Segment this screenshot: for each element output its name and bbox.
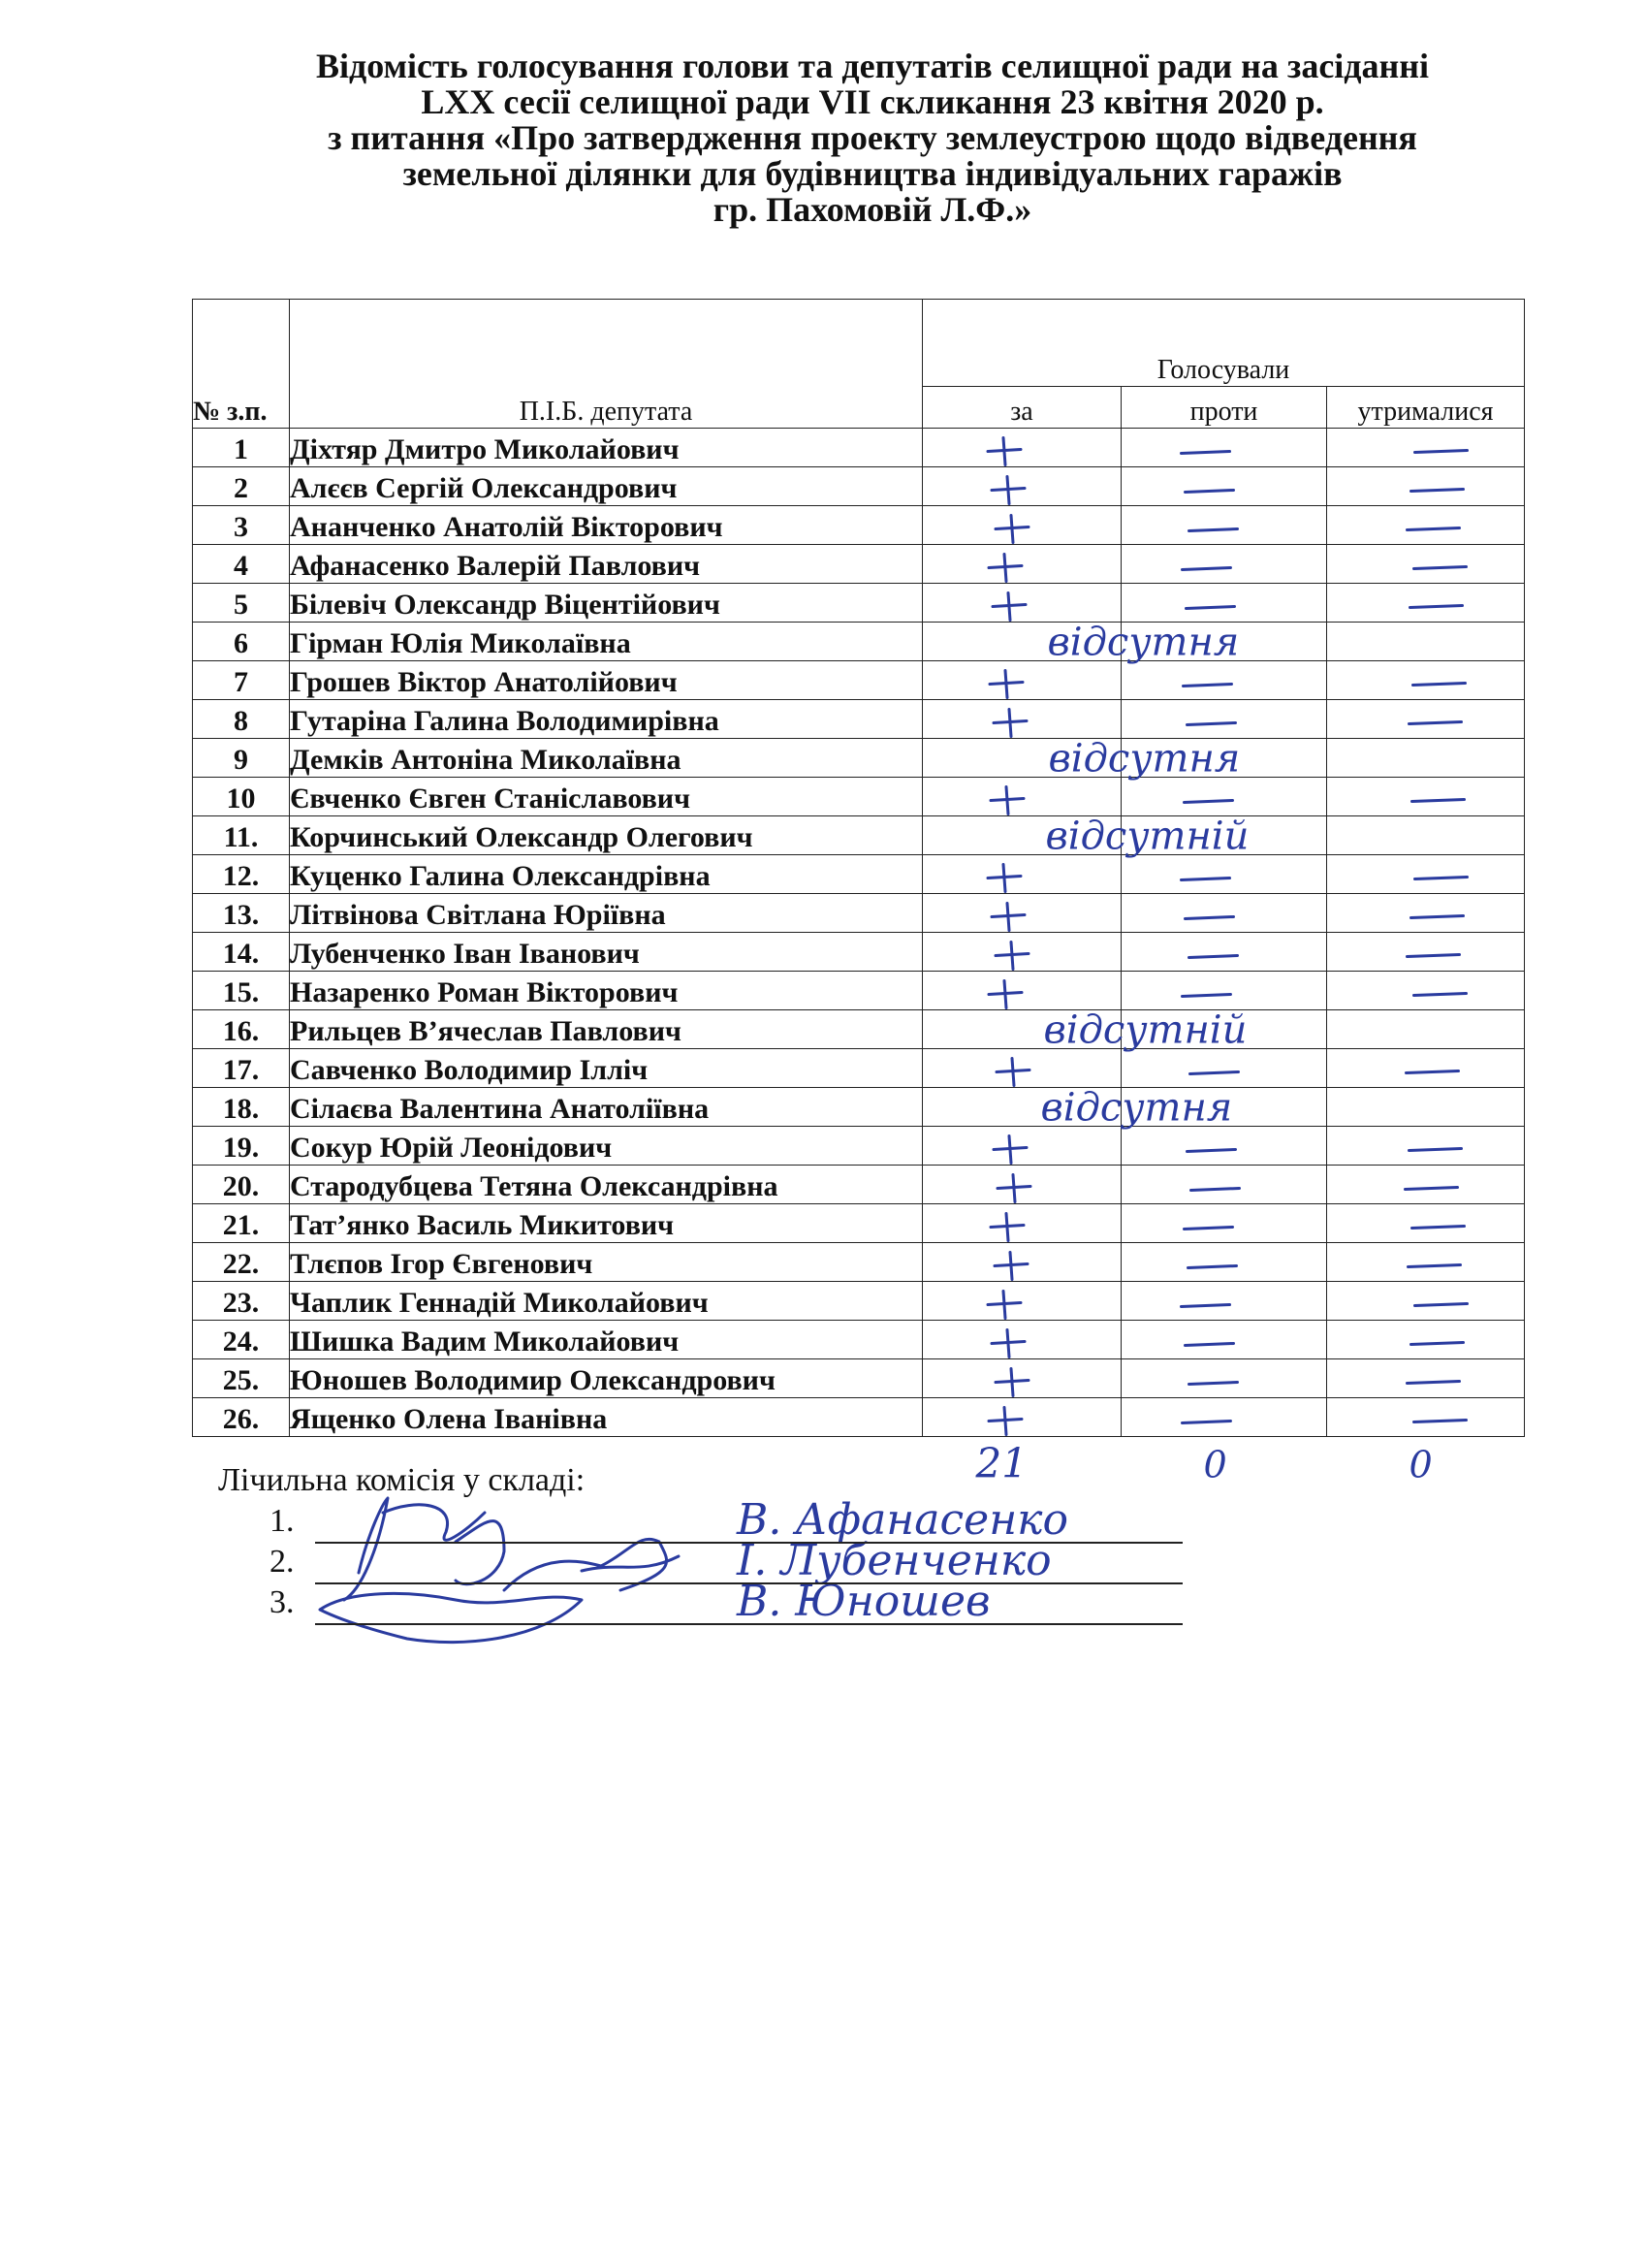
row-number: 25.	[193, 1359, 290, 1398]
dash-mark	[1186, 491, 1234, 493]
column-header-name: П.І.Б. депутата	[290, 300, 923, 429]
dash-mark	[1188, 1266, 1237, 1268]
plus-mark	[991, 787, 1024, 815]
dash-mark	[1189, 529, 1238, 531]
deputy-name: Сокур Юрій Леонідович	[290, 1127, 923, 1166]
dash-mark	[1190, 1072, 1239, 1074]
column-header-for: за	[923, 387, 1122, 429]
signature-line	[315, 1582, 1183, 1584]
column-header-voted: Голосували	[923, 300, 1525, 387]
dash-mark	[1414, 567, 1467, 569]
row-number: 11.	[193, 816, 290, 855]
plus-mark	[993, 593, 1026, 621]
row-number: 18.	[193, 1088, 290, 1127]
row-number: 26.	[193, 1398, 290, 1437]
dash-mark	[1408, 955, 1460, 957]
dash-mark	[1191, 1189, 1240, 1191]
deputy-name: Савченко Володимир Ілліч	[290, 1049, 923, 1088]
dash-mark	[1408, 1382, 1460, 1384]
deputy-name: Куценко Галина Олександрівна	[290, 855, 923, 894]
dash-mark	[1408, 528, 1460, 530]
deputy-name: Гірман Юлія Миколаївна	[290, 623, 923, 661]
dash-mark	[1415, 451, 1468, 453]
row-number: 8	[193, 700, 290, 739]
dash-mark	[1183, 1421, 1231, 1423]
heading-line-2: LXX сесії селищної ради VII скликання 23 квітня 2020 р.	[421, 82, 1324, 121]
heading-line-5: гр. Пахомовій Л.Ф.»	[713, 190, 1032, 229]
plus-mark	[991, 1214, 1024, 1241]
deputy-name: Шишка Вадим Миколайович	[290, 1321, 923, 1359]
dash-mark	[1182, 878, 1230, 880]
deputy-name: Діхтяр Дмитро Миколайович	[290, 429, 923, 467]
commission-member-number: 1.	[269, 1503, 295, 1539]
commission-member-handwritten-name: В. Юношев	[737, 1577, 991, 1626]
row-number: 3	[193, 506, 290, 545]
dash-mark	[1189, 1383, 1238, 1385]
plus-mark	[992, 477, 1025, 504]
dash-mark	[1411, 916, 1464, 918]
plus-mark	[992, 904, 1025, 931]
absent-handwritten-note: відсутній	[1045, 814, 1250, 859]
plus-mark	[997, 1059, 1029, 1086]
deputy-name: Стародубцева Тетяна Олександрівна	[290, 1166, 923, 1204]
row-number: 4	[193, 545, 290, 584]
row-number: 7	[193, 661, 290, 700]
row-number: 23.	[193, 1282, 290, 1321]
deputy-name: Гутаріна Галина Володимирівна	[290, 700, 923, 739]
dash-mark	[1409, 722, 1462, 724]
dash-mark	[1409, 1149, 1462, 1151]
deputy-name: Лубенченко Іван Іванович	[290, 933, 923, 972]
deputy-name: Назаренко Роман Вікторович	[290, 972, 923, 1010]
dash-mark	[1412, 1227, 1465, 1229]
commission-member-handwritten-name: В. Афанасенко	[737, 1495, 1068, 1545]
deputy-name: Демків Антоніна Миколаївна	[290, 739, 923, 778]
dash-mark	[1184, 685, 1232, 687]
dash-mark	[1187, 607, 1235, 609]
dash-mark	[1182, 452, 1230, 454]
dash-mark	[1182, 1305, 1230, 1307]
deputy-name: Білевіч Олександр Віцентійович	[290, 584, 923, 623]
dash-mark	[1185, 1228, 1233, 1230]
heading-line-3: з питання «Про затвердження проекту землеустрою щодо відведення	[328, 118, 1417, 157]
plus-mark	[989, 1408, 1022, 1435]
dash-mark	[1415, 1304, 1468, 1306]
deputy-name: Літвінова Світлана Юріївна	[290, 894, 923, 933]
dash-mark	[1183, 995, 1231, 997]
dash-mark	[1188, 723, 1236, 725]
dash-mark	[1411, 490, 1464, 492]
signature-mark	[320, 1593, 582, 1642]
deputy-name: Євченко Євген Станіславович	[290, 778, 923, 816]
plus-mark	[988, 438, 1021, 465]
total-against: 0	[1203, 1443, 1227, 1486]
plus-mark	[994, 710, 1027, 737]
column-header-against: проти	[1122, 387, 1327, 429]
row-number: 1	[193, 429, 290, 467]
plus-mark	[996, 942, 1029, 970]
absent-handwritten-note: відсутня	[1048, 736, 1241, 782]
row-number: 20.	[193, 1166, 290, 1204]
signature-mark	[344, 1498, 504, 1600]
commission-member-number: 2.	[269, 1544, 295, 1580]
dash-mark	[1412, 800, 1465, 802]
dash-mark	[1410, 606, 1463, 608]
plus-mark	[989, 981, 1022, 1008]
column-header-number: № з.п.	[193, 300, 290, 429]
row-number: 24.	[193, 1321, 290, 1359]
plus-mark	[994, 1136, 1027, 1164]
dash-mark	[1406, 1188, 1458, 1190]
row-number: 22.	[193, 1243, 290, 1282]
row-number: 16.	[193, 1010, 290, 1049]
deputy-name: Корчинський Олександр Олегович	[290, 816, 923, 855]
dash-mark	[1186, 917, 1234, 919]
column-header-abstain: утрималися	[1327, 387, 1525, 429]
row-number: 12.	[193, 855, 290, 894]
dash-mark	[1185, 801, 1233, 803]
dash-mark	[1183, 568, 1231, 570]
deputy-name: Тат’янко Василь Микитович	[290, 1204, 923, 1243]
plus-mark	[996, 1369, 1029, 1396]
commission-label: Лічильна комісія у складі:	[218, 1462, 586, 1498]
dash-mark	[1411, 1343, 1464, 1345]
dash-mark	[1414, 994, 1467, 996]
dash-mark	[1409, 1265, 1461, 1267]
absent-handwritten-note: відсутній	[1043, 1007, 1248, 1053]
commission-member-handwritten-name: І. Лубенченко	[737, 1536, 1052, 1585]
plus-mark	[988, 1292, 1021, 1319]
row-number: 5	[193, 584, 290, 623]
plus-mark	[990, 671, 1023, 698]
row-number: 17.	[193, 1049, 290, 1088]
deputy-name: Ананченко Анатолій Вікторович	[290, 506, 923, 545]
deputy-name: Тлєпов Ігор Євгенович	[290, 1243, 923, 1282]
plus-mark	[989, 555, 1022, 582]
signature-line	[315, 1542, 1183, 1544]
row-number: 19.	[193, 1127, 290, 1166]
signature-line	[315, 1623, 1183, 1625]
heading-line-4: земельної ділянки для будівництва індивідуальних гаражів	[402, 154, 1343, 193]
row-number: 10	[193, 778, 290, 816]
row-number: 9	[193, 739, 290, 778]
absent-handwritten-note: відсутня	[1047, 620, 1240, 665]
dash-mark	[1188, 1150, 1236, 1152]
plus-mark	[995, 1253, 1028, 1280]
deputy-name: Рильцев В’ячеслав Павлович	[290, 1010, 923, 1049]
dash-mark	[1414, 1421, 1467, 1422]
row-number: 14.	[193, 933, 290, 972]
row-number: 6	[193, 623, 290, 661]
plus-mark	[996, 516, 1029, 543]
deputy-name: Алєєв Сергій Олександрович	[290, 467, 923, 506]
plus-mark	[992, 1330, 1025, 1358]
row-number: 21.	[193, 1204, 290, 1243]
row-number: 2	[193, 467, 290, 506]
deputy-name: Ященко Олена Іванівна	[290, 1398, 923, 1437]
deputy-name: Афанасенко Валерій Павлович	[290, 545, 923, 584]
deputy-name: Сілаєва Валентина Анатоліївна	[290, 1088, 923, 1127]
row-number: 15.	[193, 972, 290, 1010]
dash-mark	[1189, 956, 1238, 958]
dash-mark	[1415, 878, 1468, 879]
deputy-name: Чаплик Геннадій Миколайович	[290, 1282, 923, 1321]
deputy-name: Грошев Віктор Анатолійович	[290, 661, 923, 700]
absent-handwritten-note: відсутня	[1040, 1085, 1233, 1131]
total-abstain: 0	[1409, 1443, 1433, 1486]
dash-mark	[1186, 1344, 1234, 1346]
commission-member-number: 3.	[269, 1584, 295, 1620]
deputy-name: Юношев Володимир Олександрович	[290, 1359, 923, 1398]
row-number: 13.	[193, 894, 290, 933]
plus-mark	[988, 865, 1021, 892]
heading-line-1: Відомість голосування голови та депутатів селищної ради на засіданні	[315, 47, 1429, 85]
total-for: 21	[975, 1439, 1028, 1487]
dash-mark	[1413, 684, 1466, 686]
dash-mark	[1407, 1071, 1459, 1073]
plus-mark	[998, 1175, 1030, 1202]
